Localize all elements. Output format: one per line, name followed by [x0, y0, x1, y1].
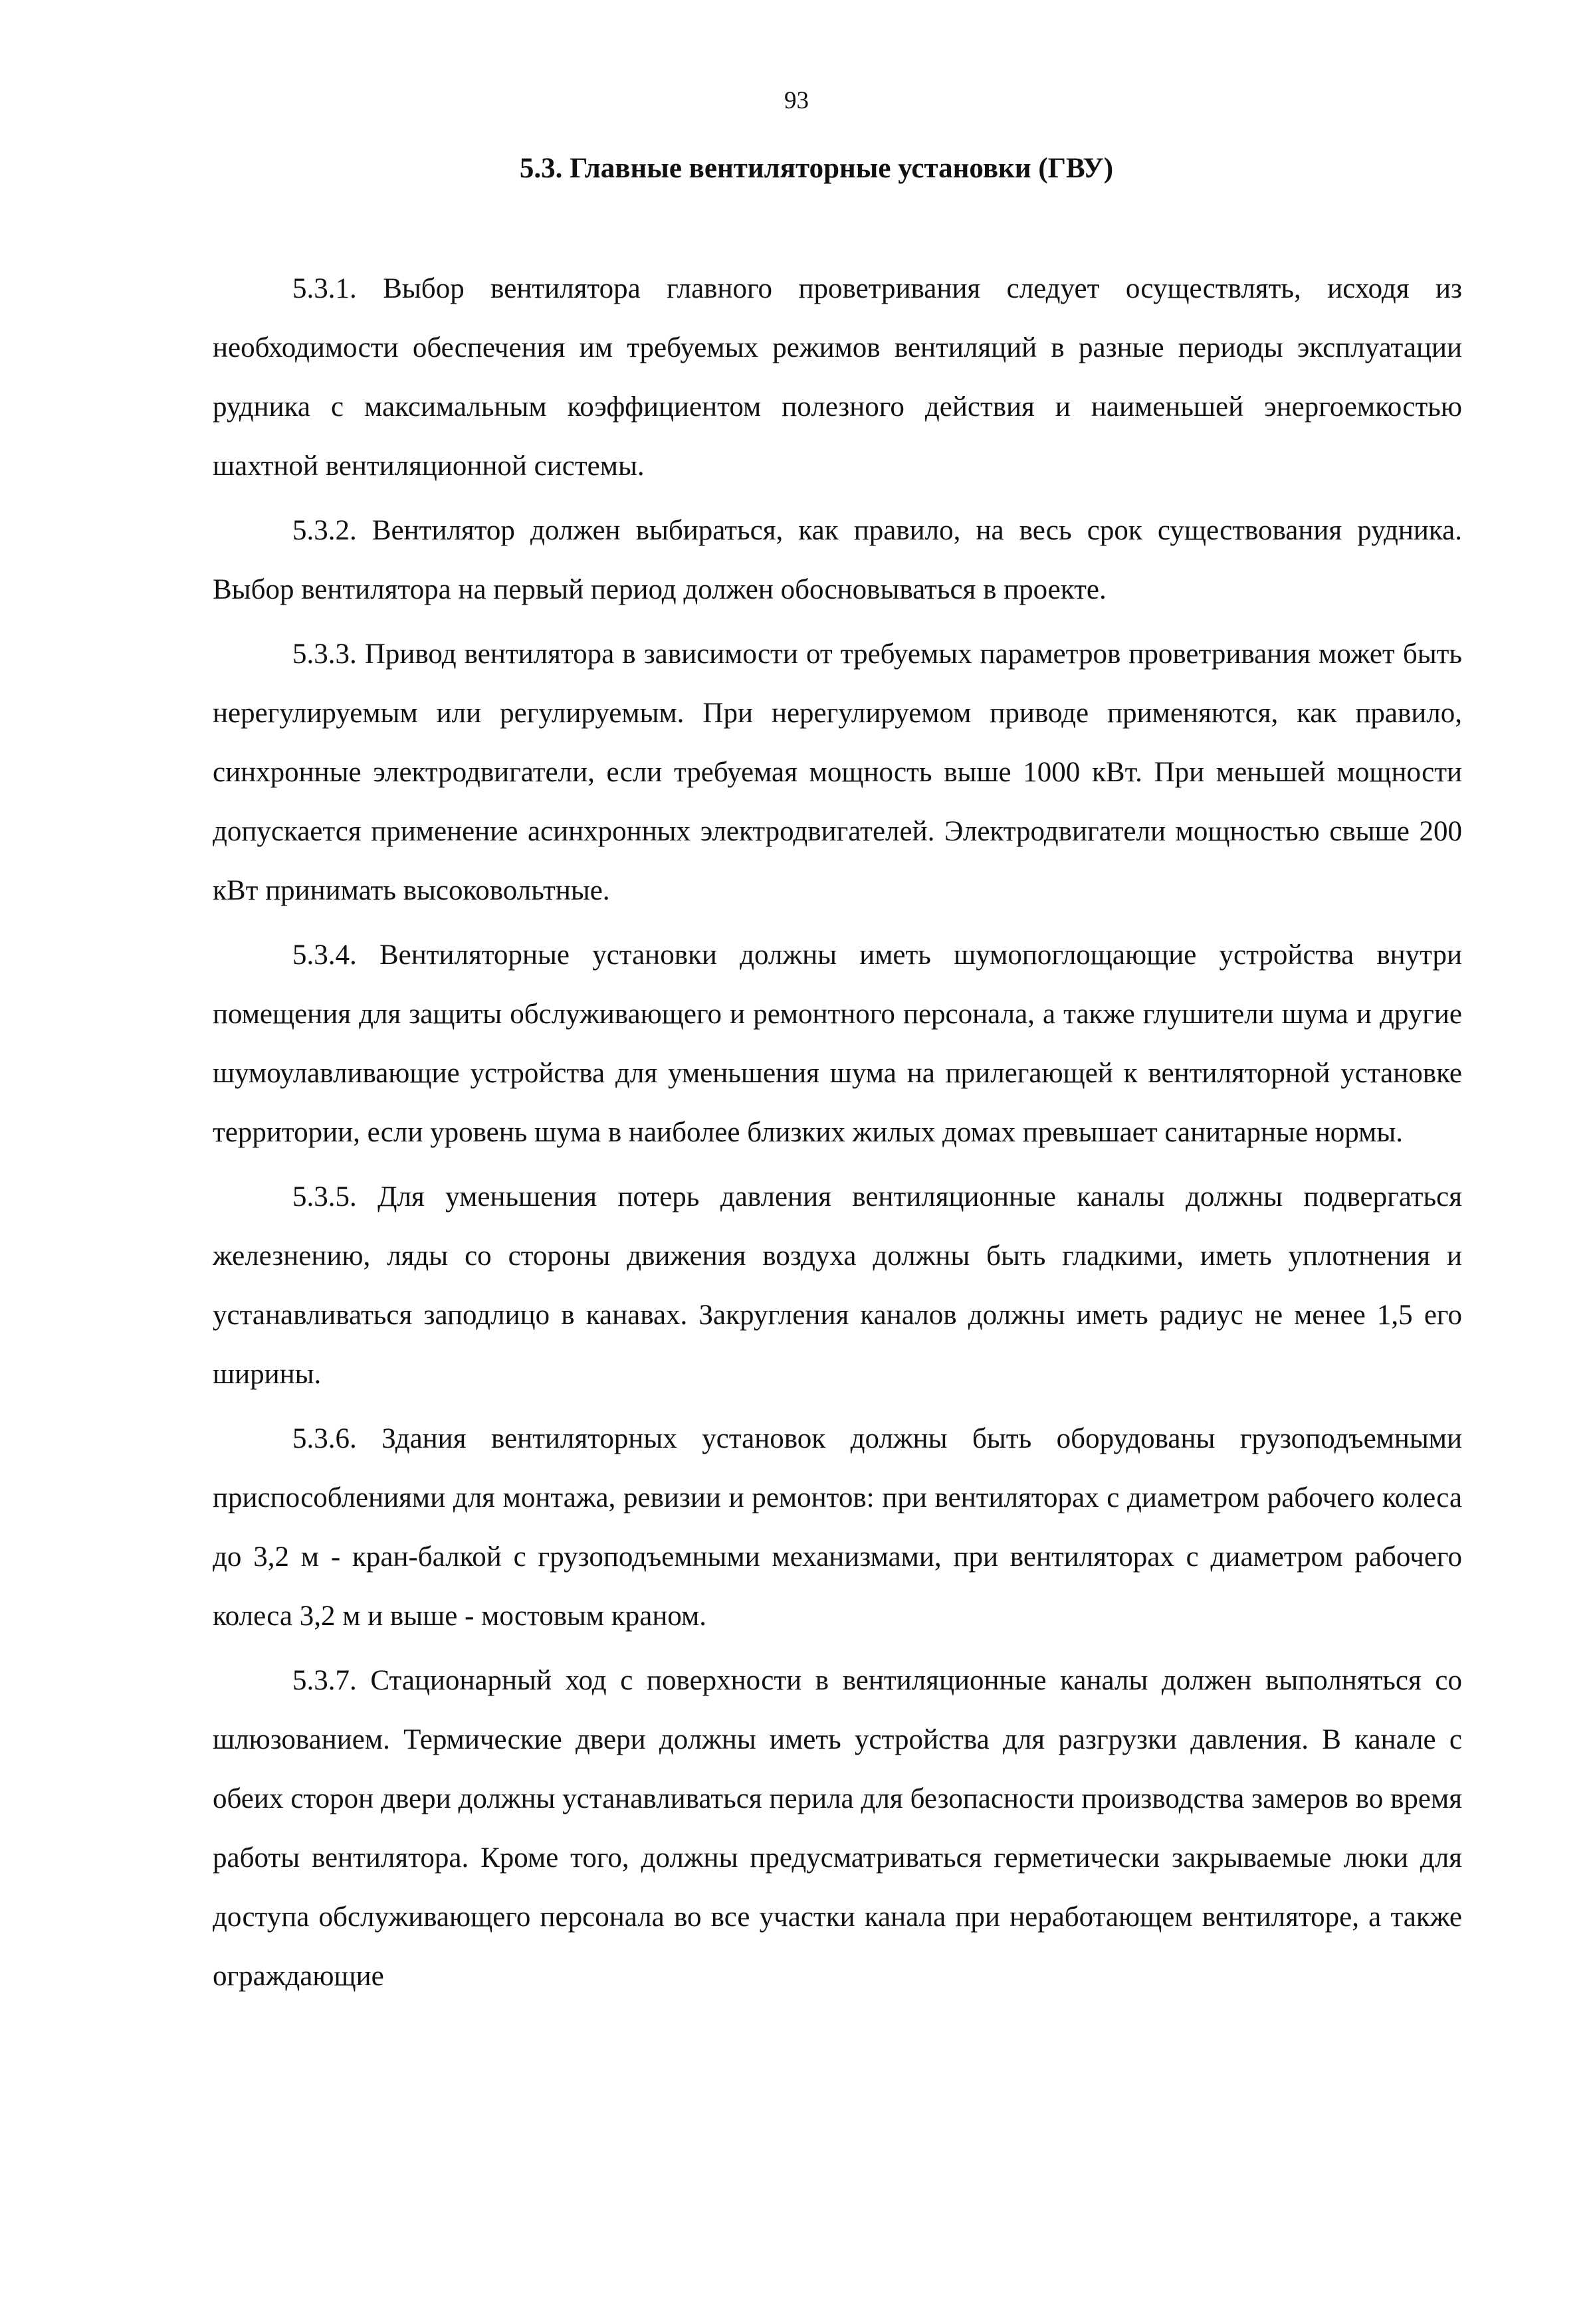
paragraph-5-3-3: 5.3.3. Привод вентилятора в зависимости от требуемых параметров проветривания может быть нерегулируемым или регулируемым. При нерегулируемом приводе применяются, как правило, синхронные электродвигатели, если требуемая мощность выше 1000 кВт. При меньшей мощности допускается применение асинхронных электродвигателей. Электродвигатели мощностью свыше 200 кВт принимать высоковольтные.: [213, 638, 1462, 906]
paragraph-5-3-2: 5.3.2. Вентилятор должен выбираться, как правило, на весь срок существования рудника. Выбор вентилятора на первый период должен обосновываться в проекте.: [213, 515, 1462, 605]
paragraph-5-3-7: 5.3.7. Стационарный ход с поверхности в вентиляционные каналы должен выполняться со шлюзованием. Термические двери должны иметь устройства для разгрузки давления. В канале с обеих сторон двери должны устанавливаться перила для безопасности производства замеров во время работы вентилятора. Кроме того, должны предусматриваться герметически закрываемые люки для доступа обслуживающего персонала во все участки канала при неработающем вентиляторе, а также ограждающие: [213, 1665, 1462, 1992]
paragraph-5-3-5: 5.3.5. Для уменьшения потерь давления вентиляционные каналы должны подвергаться железнению, ляды со стороны движения воздуха должны быть гладкими, иметь уплотнения и устанавливаться заподлицо в канавах. Закругления каналов должны иметь радиус не менее 1,5 его ширины.: [213, 1181, 1462, 1390]
document-body: [213, 259, 1462, 2011]
paragraph-5-3-6: 5.3.6. Здания вентиляторных установок должны быть оборудованы грузоподъемными приспособлениями для монтажа, ревизии и ремонтов: при вентиляторах с диаметром рабочего колеса до 3,2 м - кран-балкой с грузоподъемными механизмами, при вентиляторах с диаметром рабочего колеса 3,2 м и выше - мостовым краном.: [213, 1423, 1462, 1632]
paragraph-5-3-1: 5.3.1. Выбор вентилятора главного проветривания следует осуществлять, исходя из необходимости обеспечения им требуемых режимов вентиляций в разные периоды эксплуатации рудника с максимальным коэффициентом полезного действия и наименьшей энергоемкостью шахтной вентиляционной системы.: [213, 273, 1462, 482]
page-number: 93: [784, 87, 809, 114]
section-title: [0, 151, 1593, 186]
section-title-text: 5.3. Главные вентиляторные установки (ГВУ): [519, 153, 1114, 184]
paragraph-5-3-4: 5.3.4. Вентиляторные установки должны иметь шумопоглощающие устройства внутри помещения для защиты обслуживающего и ремонтного персонала, а также глушители шума и другие шумоулавливающие устройства для уменьшения шума на прилегающей к вентиляторной установке территории, если уровень шума в наиболее близких жилых домах превышает санитарные нормы.: [213, 939, 1462, 1148]
